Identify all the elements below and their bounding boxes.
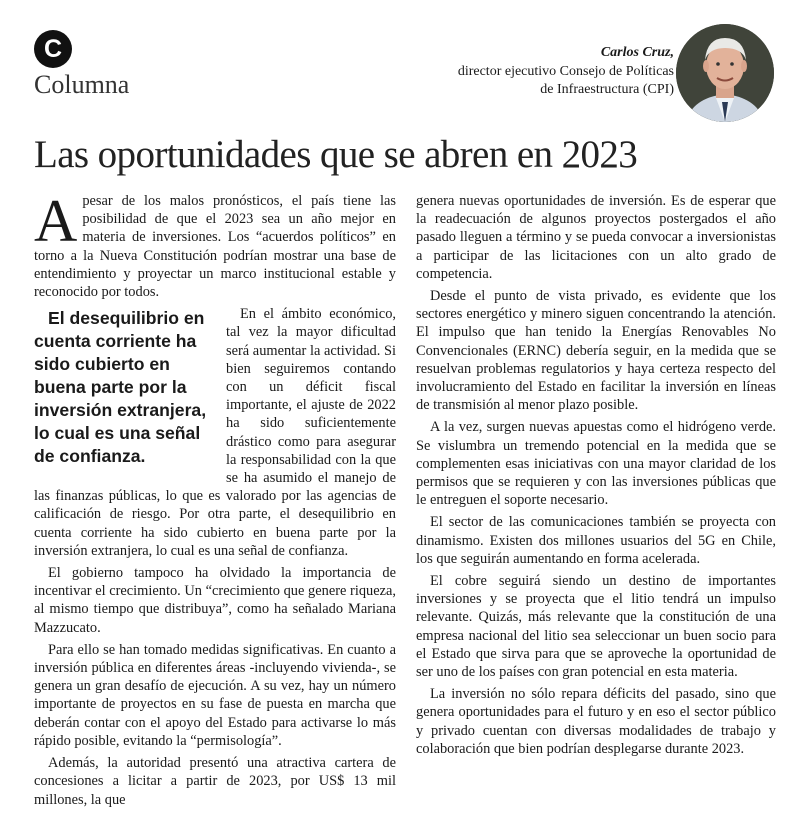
author-photo — [676, 24, 774, 122]
author-role-line-1: director ejecutivo Consejo de Políticas — [457, 63, 674, 79]
paragraph-5: Además, la autoridad presentó una atractiva cartera de concesiones a licitar a partir de 2023, por US$ 13 mil millones, la que — [34, 755, 396, 808]
author-portrait-image — [676, 24, 774, 122]
paragraph-8: A la vez, surgen nuevas apuestas como el hidrógeno verde. Se vislumbra un tremendo potencial en la medida que se complementen esas iniciativas con una mayor claridad de los permisos que se requieren y con las inversiones públicas que le entreguen el soporte necesario. — [416, 419, 776, 509]
author-block — [458, 44, 674, 100]
paragraph-2 — [34, 305, 396, 560]
drop-cap: A — [34, 188, 78, 254]
paragraph-1-text: pesar de los malos pronósticos, el país tiene las posibilidad de que el 2023 sea un año mejor en materia de inversiones. Los “acuerdos políticos” en torno a la Nueva Constitución podrían mostrar una base de entendimiento y proyectar un marco institucional estable y reconocido por todos. — [34, 193, 396, 301]
paragraph-4: Para ello se han tomado medidas significativas. En cuanto a inversión pública en diferentes áreas -incluyendo vivienda-, se genera un gran desafío de ejecución. A su vez, hay un número importante de proyectos en su fase de puesta en marcha que deberán contar con el apoyo del Estado para activarse lo más rápido posible, evitando la “permisología”. — [34, 641, 396, 749]
paragraph-10: El cobre seguirá siendo un destino de importantes inversiones y se proyecta que el litio tendrá un impulso relevante. Quizás, más relevante que la constitución de una empresa nacional del litio sea seleccionar un buen socio para el Estado que sirva para que se aproveche la oportunidad de ser uno de los países con gran potencial en esta materia. — [416, 573, 776, 681]
paragraph-1 — [34, 188, 396, 301]
paragraph-2-text: En el ámbito económico, tal vez la mayor dificultad será aumentar la actividad. Si bien seguiremos contando con un déficit fiscal importante, el ajuste de 2022 ha sido suficientemente drástico como para asegurar la responsabilidad con la que se ha asumido el manejo de las finanzas públicas, lo que es valorado por las agencias de calificación de riesgo. Por otra parte, el desequilibrio en cuenta corriente ha sido cubierto en buena parte por la inversión extranjera, lo cual es una señal de confianza. — [34, 306, 396, 559]
paragraph-6: genera nuevas oportunidades de inversión. Es de esperar que la readecuación de algunos proyectos postergados el año pasado lleguen a término y se pueda convocar a inversionistas a participar de las licitaciones con un alto grado de competencia. — [416, 193, 776, 282]
article-title: Las oportunidades que se abren en 2023 — [34, 133, 638, 176]
pull-quote: El desequilibrio en cuenta corriente ha sido cubierto en buena parte por la inversión extranjera, lo cual es una señal de confianza. — [34, 308, 207, 467]
article-column-right — [416, 192, 776, 762]
author-name: Carlos Cruz, — [600, 45, 674, 60]
section-label: Columna — [34, 70, 130, 99]
paragraph-11: La inversión no sólo repara déficits del pasado, sino que genera oportunidades para el futuro y en eso el sector público y privado cuentan con diversas modalidades de trabajo y colaboración que bien podrían desplegarse durante 2023. — [416, 686, 776, 757]
column-badge: C — [34, 30, 72, 68]
article-column-left — [34, 188, 396, 813]
author-role-line-2: de Infraestructura (CPI) — [540, 82, 674, 97]
paragraph-3: El gobierno tampoco ha olvidado la importancia de incentivar el crecimiento. Un “crecimiento que genere riqueza, al mismo tiempo que distribuya”, como ha señalado Mariana Mazzucato. — [34, 565, 396, 636]
paragraph-9: El sector de las comunicaciones también se proyecta con dinamismo. Existen dos millones usuarios del 5G en Chile, los que seguirán aumentando en forma acelerada. — [416, 514, 776, 567]
paragraph-7: Desde el punto de vista privado, es evidente que los sectores energético y minero siguen concentrando la atención. El impulso que han tenido la Energías Renovables No Convencionales (ERNC) debería seguir, en la medida que se resuelvan problemas regulatorios y haya certeza respecto del involucramiento del Estado en facilitar la inversión en líneas de transmisión al menor plazo posible. — [416, 288, 776, 414]
